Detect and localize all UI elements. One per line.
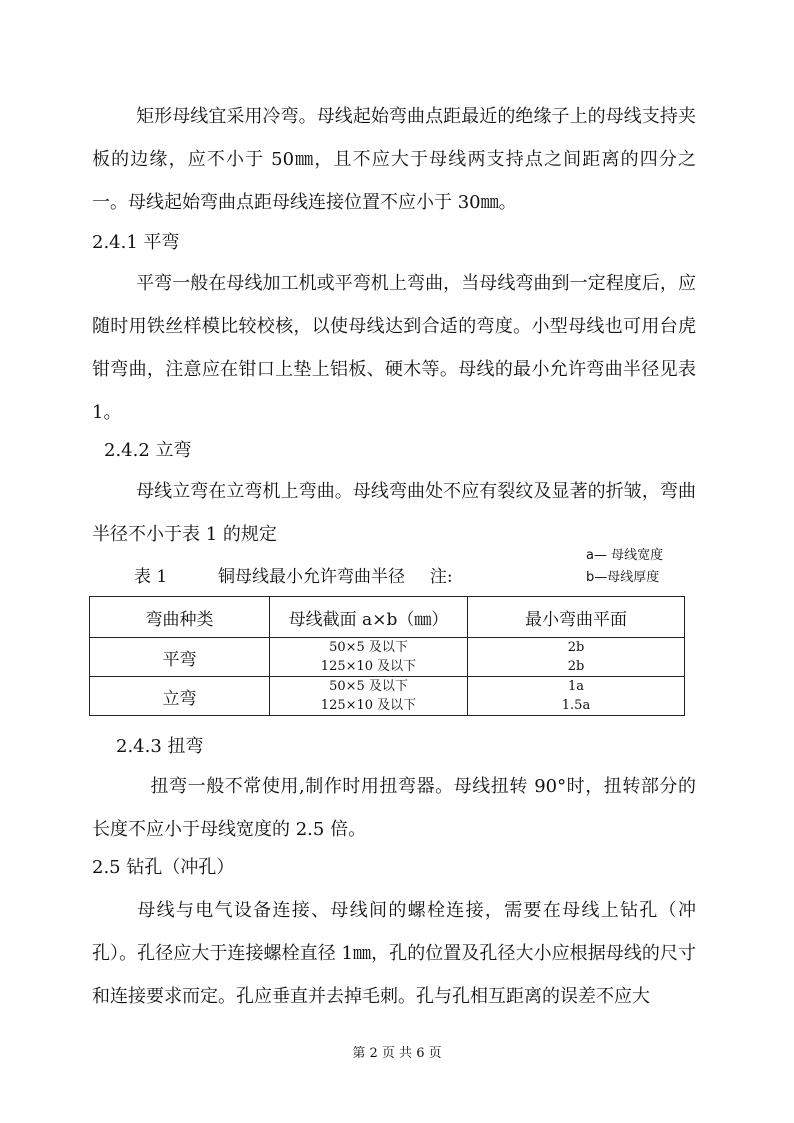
row-flat-bend-sections	[270, 638, 468, 677]
page-footer: 第 2 页 共 6 页	[352, 1046, 442, 1061]
table-caption-note: 注:	[429, 567, 453, 587]
section-2-4-1-text: 平弯一般在母线加工机或平弯机上弯曲，当母线弯曲到一定程度后，应随时用铁丝样模比较校核，以使母线达到合适的弯度。小型母线也可用台虎钳弯曲，注意应在钳口上垫上铝板、硬木等。母线的最小允许弯曲半径见表 1。	[92, 273, 696, 423]
section-2-4-3-text: 扭弯一般不常使用,制作时用扭弯器。母线扭转 90°时，扭转部分的长度不应小于母线宽度的 2.5 倍。	[92, 776, 696, 840]
row-edge-bend-radii	[468, 677, 685, 716]
section-value: 125×10 及以下	[320, 659, 417, 674]
header-bend-type: 弯曲种类	[90, 597, 270, 638]
bending-radius-table	[89, 596, 685, 716]
section-2-4-3-paragraph	[92, 765, 696, 851]
header-min-radius: 最小弯曲平面	[468, 597, 685, 638]
section-2-5-text: 母线与电气设备连接、母线间的螺栓连接，需要在母线上钻孔（冲孔）。孔径应大于连接螺栓直径 1㎜，孔的位置及孔径大小应根据母线的尺寸和连接要求而定。孔应垂直并去掉毛刺。孔与孔相互距离的误差不应大	[92, 900, 696, 1007]
section-2-4-1-heading: 2.4.1 平弯	[92, 232, 180, 253]
row-edge-bend-sections	[270, 677, 468, 716]
section-2-4-2-text: 母线立弯在立弯机上弯曲。母线弯曲处不应有裂纹及显著的折皱，弯曲半径不小于表 1 的规定	[92, 481, 696, 545]
radius-value: 2b	[567, 659, 585, 674]
note-a-definition: a— 母线宽度	[586, 548, 664, 563]
radius-value: 1a	[567, 679, 585, 694]
section-2-5-paragraph	[92, 889, 696, 1018]
header-cross-section: 母线截面 a×b（㎜）	[270, 597, 468, 638]
section-2-5-heading: 2.5 钻孔（冲孔）	[92, 857, 235, 878]
table-row	[90, 677, 685, 716]
table-row	[90, 638, 685, 677]
radius-value: 2b	[567, 640, 585, 655]
section-2-4-1-paragraph	[92, 262, 696, 434]
section-2-4-3-heading: 2.4.3 扭弯	[116, 736, 204, 757]
table-caption	[134, 562, 453, 587]
note-b-definition: b—母线厚度	[586, 570, 660, 585]
intro-paragraph	[92, 95, 696, 224]
row-edge-bend-type: 立弯	[90, 677, 270, 716]
table-caption-label: 表 1	[134, 567, 168, 587]
row-flat-bend-type: 平弯	[90, 638, 270, 677]
radius-value: 1.5a	[561, 698, 591, 713]
intro-text: 矩形母线宜采用冷弯。母线起始弯曲点距最近的绝缘子上的母线支持夹板的边缘，应不小于 50㎜，且不应大于母线两支持点之间距离的四分之一。母线起始弯曲点距母线连接位置不应小于 30㎜。	[92, 106, 696, 213]
section-2-4-2-heading: 2.4.2 立弯	[104, 440, 192, 461]
section-value: 50×5 及以下	[329, 640, 408, 655]
section-value: 125×10 及以下	[320, 698, 417, 713]
section-value: 50×5 及以下	[329, 679, 408, 694]
row-flat-bend-radii	[468, 638, 685, 677]
table-caption-title: 铜母线最小允许弯曲半径	[218, 567, 406, 587]
table-header-row	[90, 597, 685, 638]
